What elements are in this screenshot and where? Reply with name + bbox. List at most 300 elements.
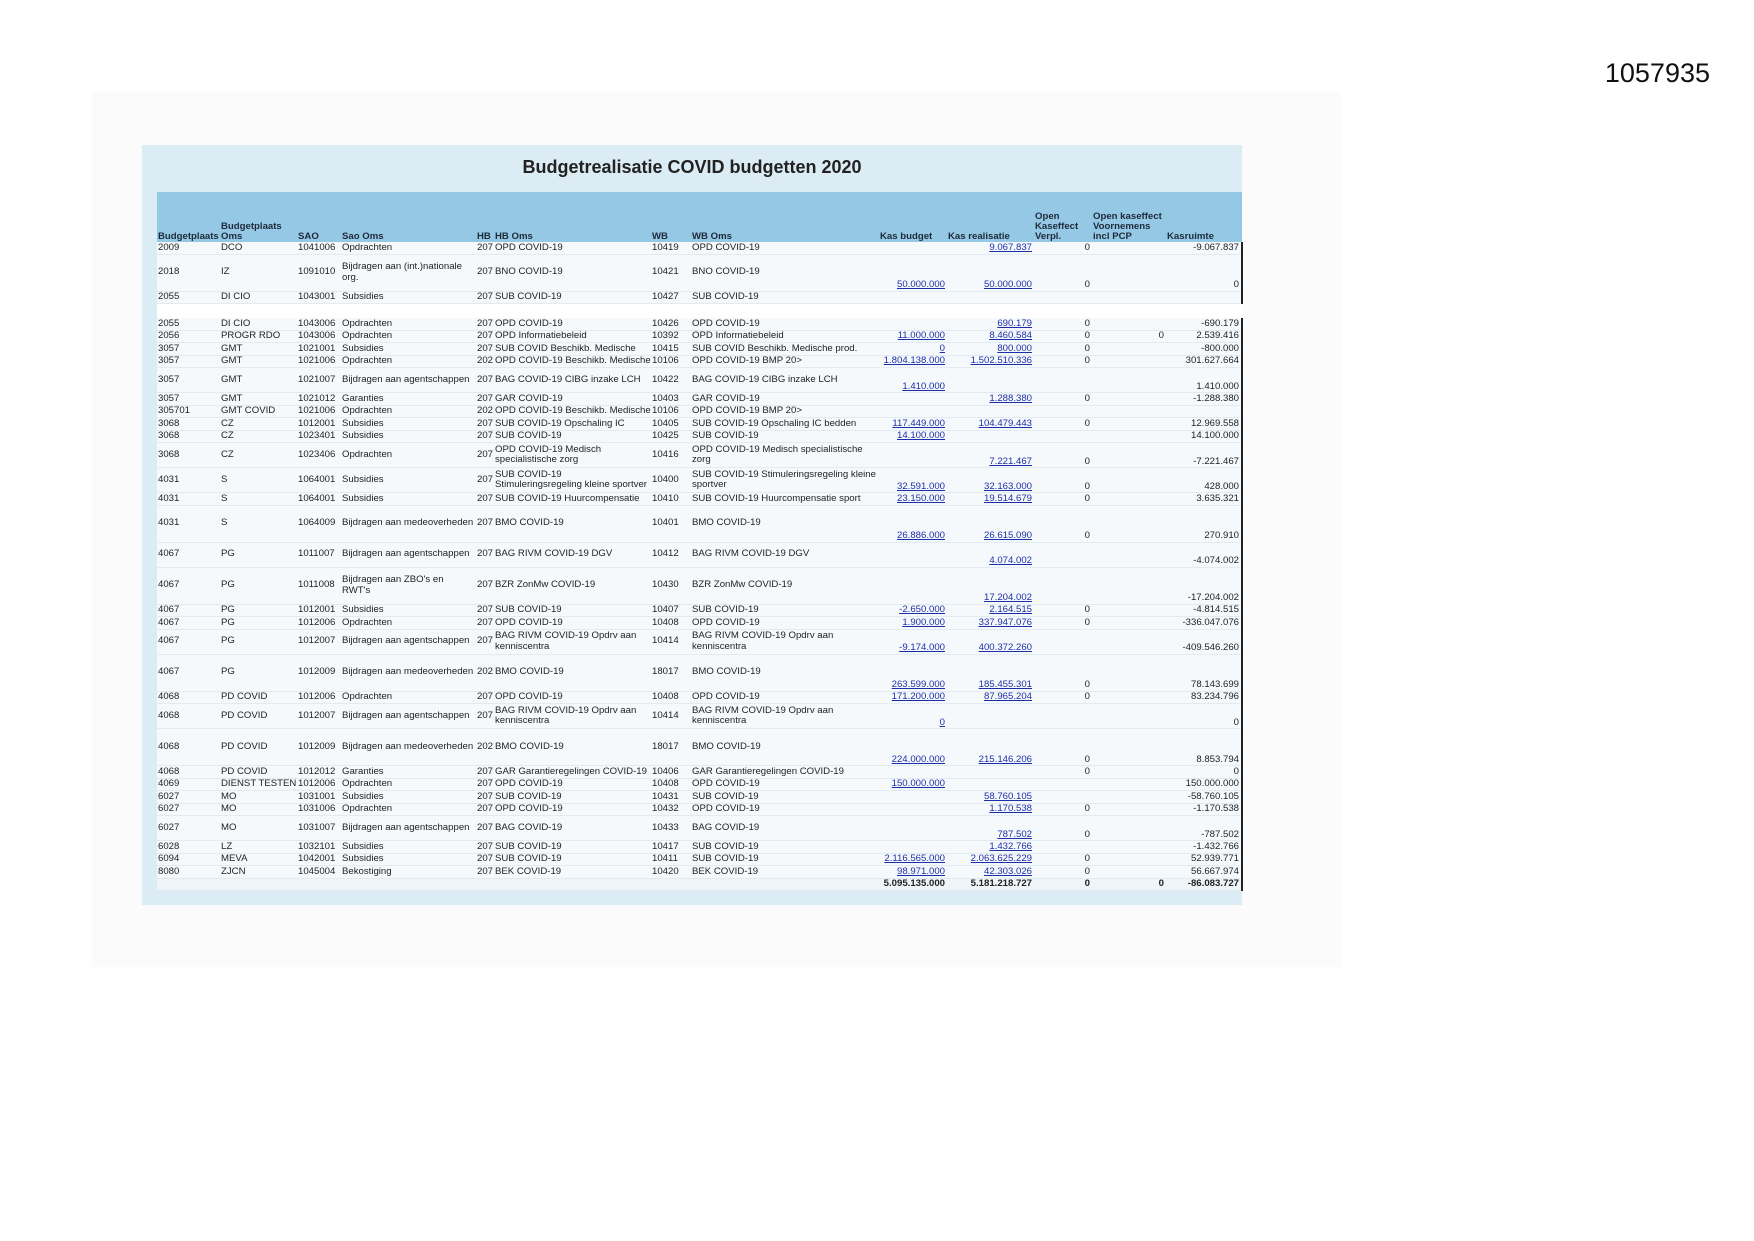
cell-ok: 0 [1034,803,1092,816]
cell-bpo: MO [220,791,297,804]
cell-saoo: Bijdragen aan agentschappen [341,542,476,567]
cell-ok [1034,629,1092,654]
cell-ruimte: 8.853.794 [1166,729,1242,766]
cell-kr[interactable]: 8.460.584 [947,330,1034,343]
cell-wb: 10419 [651,242,691,254]
cell-kb[interactable]: 150.000.000 [879,778,947,791]
cell-kb[interactable]: 263.599.000 [879,654,947,691]
cell-hbo: BNO COVID-19 [494,254,651,291]
table-row [157,866,1242,879]
cell-wbo: SUB COVID Beschikb. Medische prod. [691,343,879,356]
cell-kb[interactable]: 0 [879,343,947,356]
cell-hb: 207 [476,254,494,291]
cell-saoo: Bijdragen aan medeoverheden [341,729,476,766]
cell-bpo: S [220,493,297,506]
cell-kr[interactable]: 7.221.467 [947,443,1034,468]
cell-wbo: OPD COVID-19 [691,318,879,330]
cell-saoo: Bijdragen aan (int.)nationale org. [341,254,476,291]
cell-ok [1034,841,1092,854]
col-header: Budgetplaats Oms [220,192,297,242]
cell-kb [879,567,947,604]
cell-kr[interactable]: 17.204.002 [947,567,1034,604]
table-row [157,242,1242,254]
cell-ok [1034,291,1092,304]
cell-bp: 6094 [157,853,220,866]
cell-bpo: IZ [220,254,297,291]
cell-ok: 0 [1034,418,1092,431]
cell-kb[interactable]: 224.000.000 [879,729,947,766]
cell-bp: 2055 [157,291,220,304]
cell-bp: 3068 [157,418,220,431]
cell-wb: 10406 [651,766,691,779]
cell-ov [1092,318,1166,330]
cell-wb: 10408 [651,691,691,704]
cell-saoo: Opdrachten [341,443,476,468]
cell-ov [1092,542,1166,567]
cell-ruimte: 1.410.000 [1166,368,1242,393]
cell-ok: 0 [1034,617,1092,630]
cell-saoo: Opdrachten [341,405,476,418]
cell-kr[interactable]: 1.170.538 [947,803,1034,816]
cell-hb: 207 [477,417,494,429]
cell-sao: 1012001 [297,418,341,431]
cell-ok: 0 [1034,242,1092,254]
cell-sao: 1011008 [297,567,341,604]
cell-sao: 1012009 [297,729,341,766]
cell-ruimte: -800.000 [1166,343,1242,356]
cell-saoo: Opdrachten [341,330,476,343]
cell-bpo: GMT [220,343,297,356]
cell-kr[interactable]: 2.164.515 [947,604,1034,617]
cell-kb[interactable]: 1.900.000 [879,617,947,630]
cell-ok: 0 [1034,766,1092,779]
cell-kr[interactable]: 19.514.679 [947,493,1034,506]
cell-kb[interactable]: 2.116.565.000 [879,853,947,866]
cell-hbo: BEK COVID-19 [494,866,651,879]
cell-ok: 0 [1034,493,1092,506]
cell-hbo: BAG COVID-19 [494,816,651,841]
cell-wbo: SUB COVID-19 Opschaling IC bedden [691,418,879,431]
cell-ok: 0 [1034,330,1092,343]
cell-ov [1092,803,1166,816]
cell-ov [1092,242,1166,254]
cell-wb: 10408 [651,617,691,630]
cell-wbo: BAG RIVM COVID-19 Opdrv aan kenniscentra [691,704,879,729]
cell-bp: 3057 [157,355,220,368]
cell-bpo: LZ [220,841,297,854]
cell-bpo: MEVA [220,853,297,866]
cell-ov [1092,505,1166,542]
cell-wb: 18017 [651,654,691,691]
cell-wbo: OPD COVID-19 [691,803,879,816]
cell-kr[interactable]: 800.000 [947,343,1034,356]
cell-wbo: BNO COVID-19 [691,254,879,291]
cell-bpo: GMT COVID [220,405,297,418]
cell-kb[interactable]: 1.804.138.000 [879,355,947,368]
cell-wb: 10431 [651,791,691,804]
cell-hbo: SUB COVID-19 [494,291,651,304]
cell-hbo: BAG RIVM COVID-19 Opdrv aan kenniscentra [494,629,651,654]
cell-sao: 1012009 [297,654,341,691]
table-row [157,567,1242,604]
cell-wb: 10392 [651,330,691,343]
cell-hbo: SUB COVID-19 Huurcompensatie [494,493,651,506]
cell-saoo: Bijdragen aan medeoverheden [341,505,476,542]
cell-sao: 1021001 [297,343,341,356]
cell-hb: 207 [476,816,494,841]
cell-kr[interactable]: 1.432.766 [947,841,1034,854]
cell-bp: 6027 [157,791,220,804]
table-row [157,468,1242,493]
cell-sao: 1031007 [297,816,341,841]
cell-sao: 1012007 [297,629,341,654]
cell-bp: 305701 [157,405,220,418]
cell-ov [1092,468,1166,493]
cell-saoo: Subsidies [341,841,476,854]
cell-sao: 1023401 [297,430,341,443]
cell-hb: 207 [476,468,494,493]
cell-saoo: Opdrachten [341,803,476,816]
cell-kb[interactable]: 26.886.000 [879,505,947,542]
cell-kr[interactable]: 32.163.000 [947,468,1034,493]
cell-hbo: GAR COVID-19 [494,393,651,406]
table-row [157,330,1242,343]
cell-kr[interactable]: 9.067.837 [947,242,1034,254]
cell-bpo: PG [220,629,297,654]
cell-kr [947,766,1034,779]
cell-bp: 3057 [157,393,220,406]
cell-sao: 1064001 [297,468,341,493]
cell-saoo: Opdrachten [341,691,476,704]
cell-saoo: Subsidies [341,791,476,804]
cell-wbo: OPD COVID-19 [691,242,879,254]
cell-sao: 1032101 [297,841,341,854]
cell-hb: 207 [477,318,494,329]
cell-hb: 207 [477,691,494,703]
cell-wb: 10403 [651,393,691,406]
cell-kb[interactable]: 98.971.000 [879,866,947,879]
cell-wb: 10422 [651,368,691,393]
cell-kr[interactable]: 787.502 [947,816,1034,841]
cell-bp: 4068 [157,766,220,779]
cell-ok: 0 [1034,816,1092,841]
cell-bp: 4067 [157,629,220,654]
cell-bpo: GMT [220,368,297,393]
cell-kr[interactable]: 26.615.090 [947,505,1034,542]
cell-hbo: GAR Garantieregelingen COVID-19 [494,766,651,779]
cell-kb[interactable]: 11.000.000 [879,330,947,343]
cell-kb[interactable]: 50.000.000 [879,254,947,291]
cell-bp: 4067 [157,604,220,617]
cell-sao: 1012006 [297,778,341,791]
cell-ov [1092,430,1166,443]
totals-empty-cell [651,878,691,891]
cell-kr[interactable]: 87.965.204 [947,691,1034,704]
cell-ov [1092,853,1166,866]
table-row [157,355,1242,368]
col-header: Kas realisatie [947,192,1034,242]
cell-kr[interactable]: 42.303.026 [947,866,1034,879]
cell-kr[interactable]: 690.179 [947,318,1034,330]
cell-bp: 2018 [157,254,220,291]
cell-wbo: SUB COVID-19 Stimuleringsregeling kleine sportver [691,468,879,493]
cell-wb: 10410 [651,493,691,506]
cell-bp: 4067 [157,617,220,630]
table-row [157,443,1242,468]
cell-ov [1092,368,1166,393]
table-wrapper [157,192,1242,891]
cell-ruimte: 301.627.664 [1166,355,1242,368]
cell-sao: 1012007 [297,704,341,729]
cell-saoo: Subsidies [341,343,476,356]
cell-saoo: Bijdragen aan medeoverheden [341,654,476,691]
cell-kb [879,291,947,304]
cell-kr[interactable]: 4.074.002 [947,542,1034,567]
cell-wbo: GAR COVID-19 [691,393,879,406]
cell-kb [879,841,947,854]
cell-wbo: BEK COVID-19 [691,866,879,879]
cell-saoo: Subsidies [341,468,476,493]
cell-ruimte: 0 [1166,254,1242,291]
cell-kb [879,542,947,567]
cell-ruimte: 270.910 [1166,505,1242,542]
cell-kr[interactable]: 185.455.301 [947,654,1034,691]
cell-hbo: BAG RIVM COVID-19 DGV [494,542,651,567]
cell-bp: 2056 [157,330,220,343]
cell-kb [879,816,947,841]
cell-wb: 10405 [651,418,691,431]
table-row [157,853,1242,866]
cell-kb[interactable]: 1.410.000 [879,368,947,393]
cell-bp: 3068 [157,443,220,468]
cell-bpo: DIENST TESTEN [221,778,297,790]
cell-bp: 2055 [157,318,220,330]
cell-wbo: SUB COVID-19 Huurcompensatie sport [691,493,879,506]
table-row [157,617,1242,630]
cell-bp: 3057 [157,343,220,356]
col-header: WB Oms [691,192,879,242]
cell-kr [947,405,1034,418]
cell-sao: 1091010 [297,254,341,291]
cell-saoo: Subsidies [341,430,476,443]
cell-kb[interactable]: -9.174.000 [879,629,947,654]
cell-wbo: OPD COVID-19 Medisch specialistische zorg [691,443,879,468]
cell-wbo: OPD COVID-19 [691,691,879,704]
cell-kr[interactable]: 337.947.076 [947,617,1034,630]
cell-saoo: Opdrachten [341,617,476,630]
cell-ok [1034,791,1092,804]
cell-kb [879,766,947,779]
cell-ok: 0 [1034,393,1092,406]
total-kb: 5.095.135.000 [879,878,947,891]
cell-wb: 10416 [651,443,691,468]
cell-sao: 1031006 [297,803,341,816]
cell-wb: 10106 [651,405,691,418]
cell-ruimte: -787.502 [1166,816,1242,841]
cell-ov [1092,418,1166,431]
cell-wbo: OPD COVID-19 [691,617,879,630]
col-header: WB [651,192,691,242]
table-row [157,803,1242,816]
cell-ov [1092,493,1166,506]
cell-bpo: PD COVID [220,729,297,766]
cell-saoo: Opdrachten [341,778,476,791]
cell-sao: 1043006 [297,318,341,330]
cell-wbo: BAG COVID-19 CIBG inzake LCH [691,368,879,393]
cell-ruimte: 12.969.558 [1166,418,1242,431]
cell-wbo: BZR ZonMw COVID-19 [691,567,879,604]
cell-hbo: SUB COVID-19 [494,841,651,854]
cell-kr[interactable]: 1.502.510.336 [947,355,1034,368]
table-row [157,318,1242,330]
cell-ok [1034,778,1092,791]
table-row [157,493,1242,506]
cell-bpo: DI CIO [220,318,297,330]
cell-ruimte: -4.814.515 [1166,604,1242,617]
cell-hbo: SUB COVID-19 [494,853,651,866]
cell-kb[interactable]: 32.591.000 [879,468,947,493]
cell-saoo: Bijdragen aan agentschappen [341,704,476,729]
cell-hbo: BZR ZonMw COVID-19 [494,567,651,604]
cell-ruimte: 83.234.796 [1166,691,1242,704]
header-row [157,192,1242,242]
cell-kb [879,791,947,804]
cell-kb[interactable]: 23.150.000 [879,493,947,506]
cell-ov [1092,841,1166,854]
cell-bp: 4067 [157,542,220,567]
cell-kr[interactable]: 1.288.380 [947,393,1034,406]
cell-ruimte: 0 [1166,704,1242,729]
cell-wbo: BMO COVID-19 [691,654,879,691]
cell-hb: 207 [476,368,494,393]
totals-empty-cell [157,878,220,891]
cell-kr[interactable]: 215.146.206 [947,729,1034,766]
table-row [157,542,1242,567]
cell-ok: 0 [1034,318,1092,330]
cell-sao: 1023406 [297,443,341,468]
totals-empty-cell [476,878,494,891]
cell-wb: 10432 [651,803,691,816]
cell-wb: 10427 [651,291,691,304]
cell-kr[interactable]: 104.479.443 [947,418,1034,431]
cell-hb: 207 [477,853,494,865]
col-header: Budgetplaats [157,192,220,242]
cell-kr[interactable]: 400.372.260 [947,629,1034,654]
cell-kr[interactable]: 58.760.105 [947,791,1034,804]
cell-kb[interactable]: 14.100.000 [879,430,947,443]
budget-table [157,192,1243,891]
cell-hbo: BMO COVID-19 [494,505,651,542]
cell-hbo: OPD COVID-19 [494,803,651,816]
cell-kr [947,778,1034,791]
cell-wb: 10417 [651,841,691,854]
cell-sao: 1064009 [297,505,341,542]
cell-kb[interactable]: 0 [879,704,947,729]
cell-wb: 10415 [651,343,691,356]
table-row [157,816,1242,841]
cell-bpo: DI CIO [220,291,297,304]
cell-kb[interactable]: -2.650.000 [879,604,947,617]
cell-bpo: PD COVID [220,691,297,704]
cell-hb: 207 [476,567,494,604]
cell-sao: 1021006 [297,405,341,418]
cell-bp: 6028 [157,841,220,854]
cell-sao: 1011007 [297,542,341,567]
table-row [157,418,1242,431]
cell-ok: 0 [1034,468,1092,493]
cell-bp: 4067 [157,654,220,691]
cell-kr[interactable]: 50.000.000 [947,254,1034,291]
cell-kr [947,704,1034,729]
cell-kb[interactable]: 117.449.000 [879,418,947,431]
cell-bp: 4031 [157,468,220,493]
cell-ruimte: -1.432.766 [1166,841,1242,854]
cell-hbo: BMO COVID-19 [494,729,651,766]
cell-hb: 207 [477,803,494,815]
cell-ok [1034,704,1092,729]
cell-ruimte: -58.760.105 [1166,791,1242,804]
cell-kr[interactable]: 2.063.625.229 [947,853,1034,866]
cell-ov [1092,766,1166,779]
col-header: Kas budget [879,192,947,242]
cell-bpo: PD COVID [220,704,297,729]
table-row [157,841,1242,854]
cell-ok: 0 [1034,853,1092,866]
table-row [157,343,1242,356]
cell-hb: 202 [476,729,494,766]
cell-wbo: SUB COVID-19 [691,430,879,443]
col-header: HB Oms [494,192,651,242]
cell-bp: 4067 [157,567,220,604]
cell-bp: 3068 [157,430,220,443]
cell-saoo: Opdrachten [341,242,476,254]
table-row [157,254,1242,291]
cell-hb: 207 [476,629,494,654]
cell-kb[interactable]: 171.200.000 [879,691,947,704]
cell-sao: 1064001 [297,493,341,506]
cell-wb: 10421 [651,254,691,291]
table-row [157,505,1242,542]
cell-wb: 10400 [651,468,691,493]
cell-wb: 10414 [651,629,691,654]
cell-saoo: Garanties [341,393,476,406]
total-ruimte: -86.083.727 [1166,878,1242,891]
cell-sao: 1021006 [297,355,341,368]
cell-wbo: BMO COVID-19 [691,729,879,766]
cell-bpo: PROGR RDO [220,330,297,343]
cell-ruimte: 52.939.771 [1166,853,1242,866]
cell-ov [1092,291,1166,304]
cell-hb: 207 [476,704,494,729]
cell-hb: 207 [477,865,494,877]
cell-wbo: SUB COVID-19 [691,791,879,804]
cell-bp: 8080 [157,866,220,879]
cell-bpo: DCO [220,242,297,254]
cell-ruimte: -4.074.002 [1166,542,1242,567]
gap-cell [157,304,1242,319]
totals-empty-cell [691,878,879,891]
cell-ruimte: 14.100.000 [1166,430,1242,443]
cell-bp: 3057 [157,368,220,393]
table-row [157,368,1242,393]
cell-hbo: OPD COVID-19 Beschikb. Medische [495,405,651,417]
cell-ok: 0 [1034,343,1092,356]
cell-bpo: GMT [220,393,297,406]
total-kr: 5.181.218.727 [947,878,1034,891]
cell-saoo: Subsidies [341,291,476,304]
table-row [157,766,1242,779]
cell-hbo: BAG COVID-19 CIBG inzake LCH [494,368,651,393]
